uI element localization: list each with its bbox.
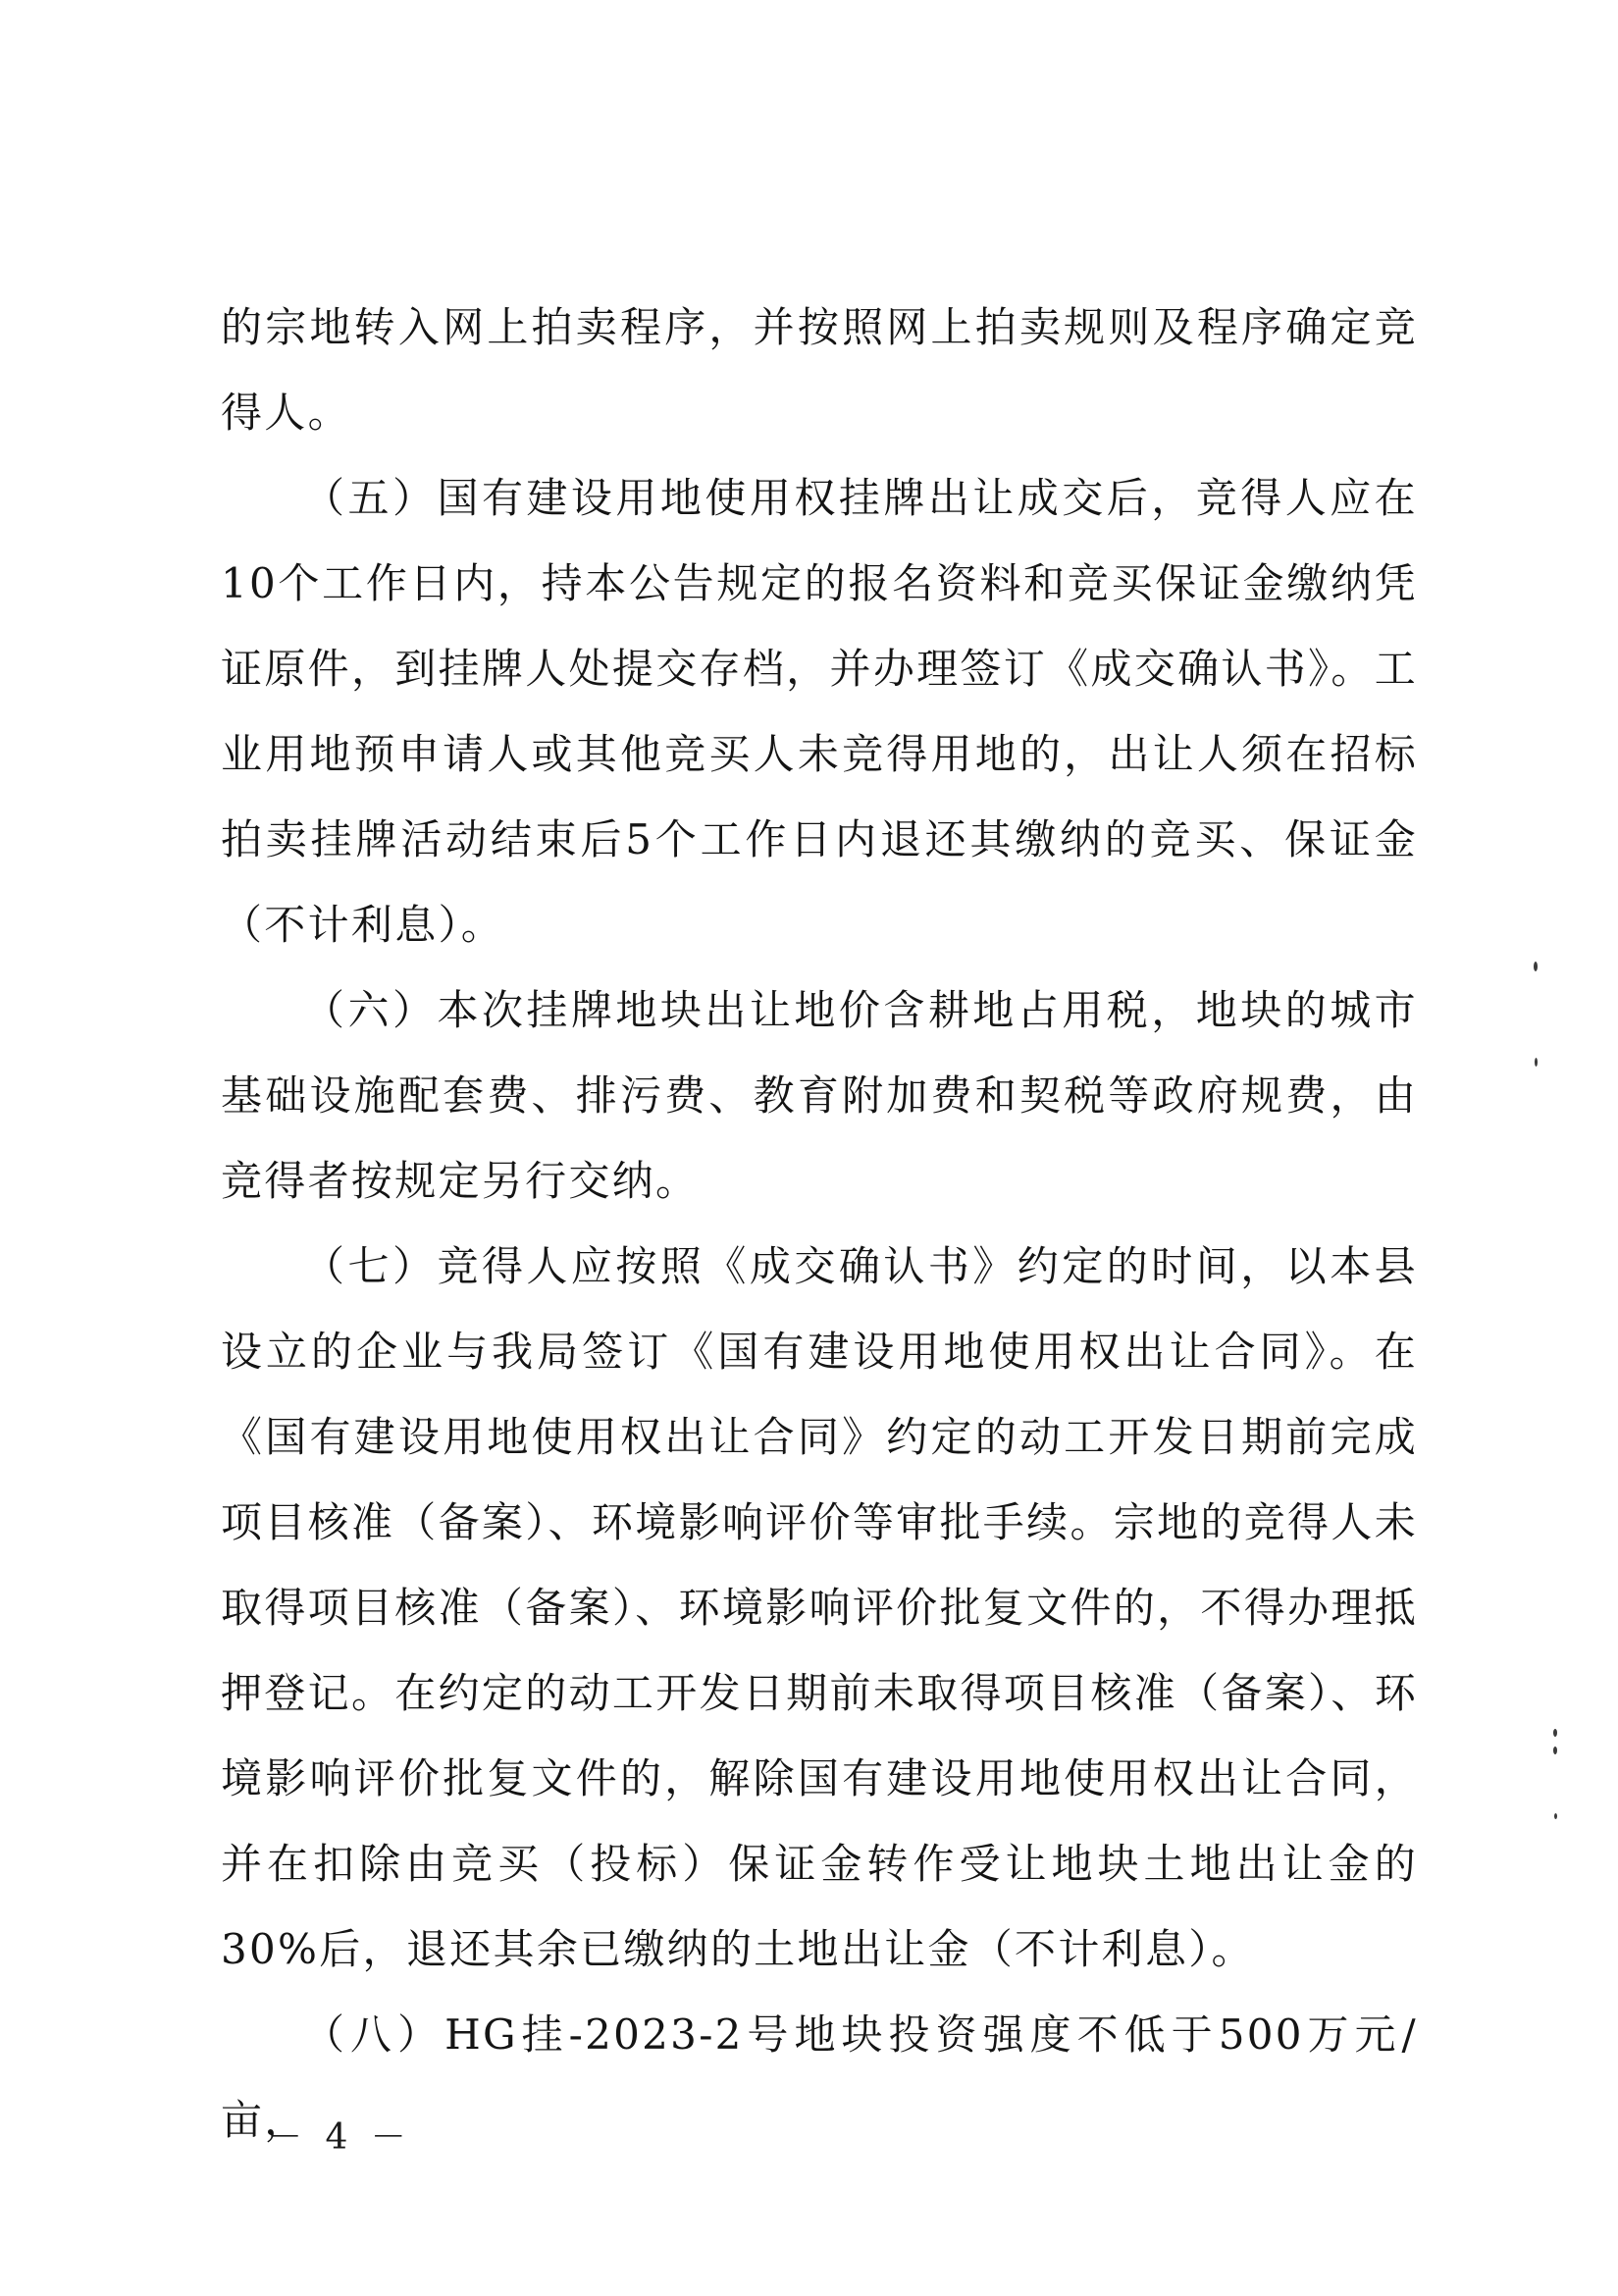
page-number: － 4 － [267,2117,412,2158]
paragraph-continuation: 的宗地转入网上拍卖程序，并按照网上拍卖规则及程序确定竞得人。 [221,303,1418,437]
scan-speck [1534,962,1538,971]
scan-speck [1553,1747,1557,1754]
scan-speck [1535,1058,1538,1067]
paragraph-item-8: （八）HG挂-2023-2号地块投资强度不低于500万元/亩， [221,2010,1418,2144]
scan-speck [1554,1813,1557,1819]
paragraph-item-5: （五）国有建设用地使用权挂牌出让成交后，竞得人应在10个工作日内，持本公告规定的报名资料和竞买保证金缴纳凭证原件，到挂牌人处提交存档，并办理签订《成交确认书》。工业用地预申请人或其他竞买人未竞得用地的，出让人须在招标拍卖挂牌活动结束后5个工作日内退还其缴纳的竞买、保证金（不计利息）。 [221,474,1418,949]
document-body [221,285,1418,2163]
scan-speck [1553,1729,1557,1737]
paragraph-item-6: （六）本次挂牌地块出让地价含耕地占用税，地块的城市基础设施配套费、排污费、教育附加费和契税等政府规费，由竞得者按规定另行交纳。 [221,986,1418,1205]
paragraph-item-7: （七）竞得人应按照《成交确认书》约定的时间，以本县设立的企业与我局签订《国有建设用地使用权出让合同》。在《国有建设用地使用权出让合同》约定的动工开发日期前完成项目核准（备案）、环境影响评价等审批手续。宗地的竞得人未取得项目核准（备案）、环境影响评价批复文件的，不得办理抵押登记。在约定的动工开发日期前未取得项目核准（备案）、环境影响评价批复文件的，解除国有建设用地使用权出让合同，并在扣除由竞买（投标）保证金转作受让地块土地出让金的30%后，退还其余已缴纳的土地出让金（不计利息）。 [221,1242,1418,1973]
